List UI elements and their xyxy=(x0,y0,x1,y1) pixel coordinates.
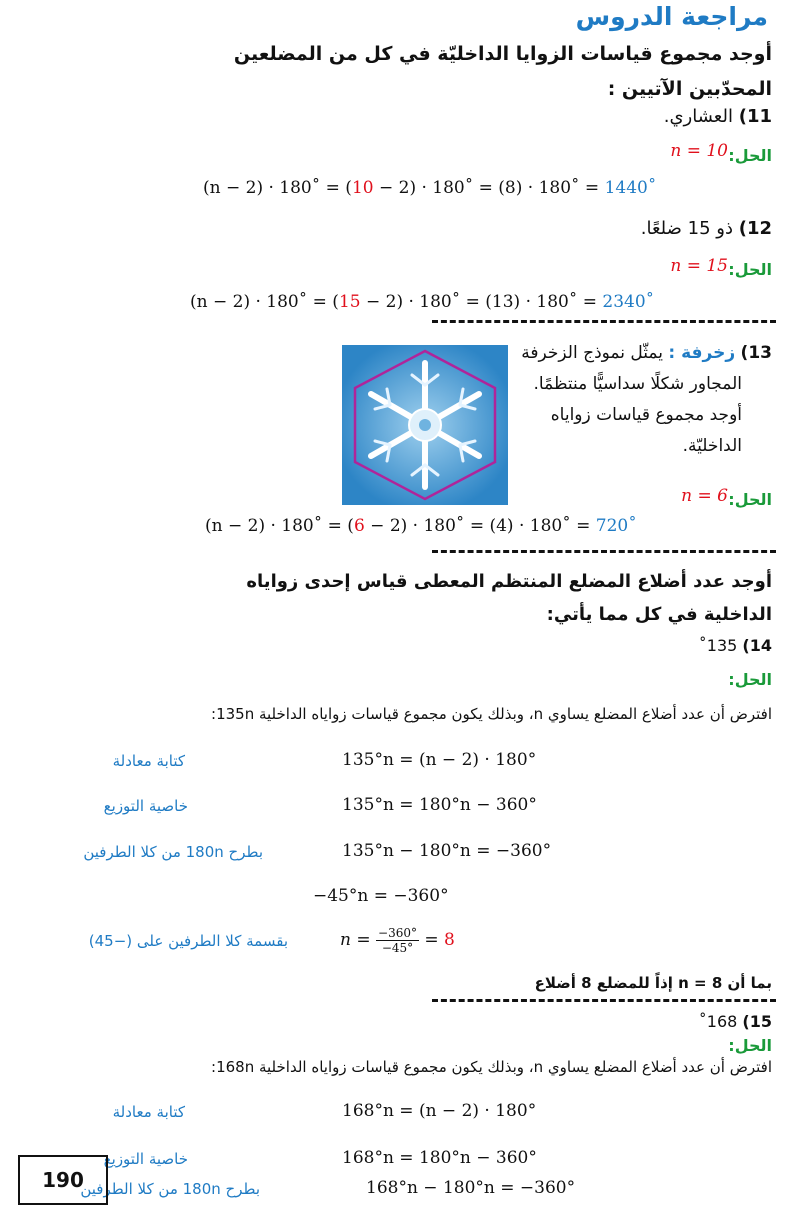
question-14 xyxy=(699,636,772,655)
step-equation: n = $\frac{-360^\circ}{-45^\circ}$ = 8 xyxy=(340,926,455,955)
intro-line-1: أوجد مجموع قياسات الزوايا الداخليّة في كل من المضلعين xyxy=(233,43,772,65)
n-value: n = 15 xyxy=(670,256,728,276)
page-number: 190 xyxy=(18,1155,108,1205)
divider xyxy=(432,550,776,553)
question-text: أوجد مجموع قياسات زواياه xyxy=(550,405,742,425)
page-title: مراجعة الدروس xyxy=(575,2,768,31)
question-text: ذو 15 ضلعًا. xyxy=(640,218,733,239)
equation-13: (n − 2) · 180˚ = (6 − 2) · 180˚ = (4) · 180˚ = 720˚ xyxy=(205,516,637,536)
question-number: 13) xyxy=(740,343,772,363)
question-title: زخرفة : xyxy=(668,343,736,363)
n-value: n = 10 xyxy=(670,141,728,161)
n-value: n = 6 xyxy=(681,486,728,506)
step-note: بطرح 180n من كلا الطرفين xyxy=(80,1180,260,1198)
divider xyxy=(432,320,776,323)
solution-label: الحل: xyxy=(728,146,772,165)
step-equation: −45°n = −360° xyxy=(313,886,449,906)
step-note: بقسمة كلا الطرفين على (−45) xyxy=(88,932,288,950)
question-number: 12) xyxy=(738,218,772,239)
step-note: بطرح 180n من كلا الطرفين xyxy=(83,843,263,861)
solution-label: الحل: xyxy=(728,1036,772,1055)
question-number: 15) xyxy=(742,1012,772,1031)
question-13 xyxy=(521,338,772,462)
question-15 xyxy=(699,1012,772,1031)
step-equation: 168°n − 180°n = −360° xyxy=(366,1178,576,1198)
assumption-text: افترض أن عدد أضلاع المضلع يساوي n، وبذلك يكون مجموع قياسات زواياه الداخلية 168n: xyxy=(211,1058,772,1076)
intro-line-2: المحدّبين الآتيين : xyxy=(607,78,772,100)
step-note: خاصية التوزيع xyxy=(103,797,188,815)
question-number: 14) xyxy=(742,636,772,655)
step-note: كتابة معادلة xyxy=(112,1103,185,1121)
question-12 xyxy=(641,218,772,239)
step-equation: 168°n = 180°n − 360° xyxy=(342,1148,537,1168)
question-11 xyxy=(664,106,772,127)
question-text: العشاري. xyxy=(663,106,733,127)
solution-label: الحل: xyxy=(728,490,772,509)
question-text: المجاور شكلًا سداسيًّا منتظمًا. xyxy=(533,374,742,394)
angle-value: 168˚ xyxy=(698,1012,738,1031)
equation-11: (n − 2) · 180˚ = (10 − 2) · 180˚ = (8) · 180˚ = 1440˚ xyxy=(203,178,657,198)
angle-value: 135˚ xyxy=(698,636,738,655)
question-text: يمثّل نموذج الزخرفة xyxy=(521,343,663,363)
step-equation: 168°n = (n − 2) · 180° xyxy=(342,1101,537,1121)
intro2-line-2: الداخلية في كل مما يأتي: xyxy=(546,604,772,625)
step-equation: 135°n = (n − 2) · 180° xyxy=(342,750,537,770)
conclusion: بما أن n = 8 إذاً للمضلع 8 أضلاع xyxy=(534,974,772,992)
question-number: 11) xyxy=(738,106,772,127)
step-equation: 135°n = 180°n − 360° xyxy=(342,795,537,815)
solution-label: الحل: xyxy=(728,260,772,279)
step-note: كتابة معادلة xyxy=(112,752,185,770)
question-text: الداخليّة. xyxy=(682,436,742,456)
intro2-line-1: أوجد عدد أضلاع المضلع المنتظم المعطى قياس إحدى زواياه xyxy=(246,571,772,592)
assumption-text: افترض أن عدد أضلاع المضلع يساوي n، وبذلك يكون مجموع قياسات زواياه الداخلية 135n: xyxy=(211,705,772,723)
step-equation: 135°n − 180°n = −360° xyxy=(342,841,552,861)
divider xyxy=(432,999,776,1002)
snowflake-hexagon-image xyxy=(342,345,508,505)
solution-label: الحل: xyxy=(728,670,772,689)
equation-12: (n − 2) · 180˚ = (15 − 2) · 180˚ = (13) · 180˚ = 2340˚ xyxy=(190,292,655,312)
step-note: خاصية التوزيع xyxy=(103,1150,188,1168)
